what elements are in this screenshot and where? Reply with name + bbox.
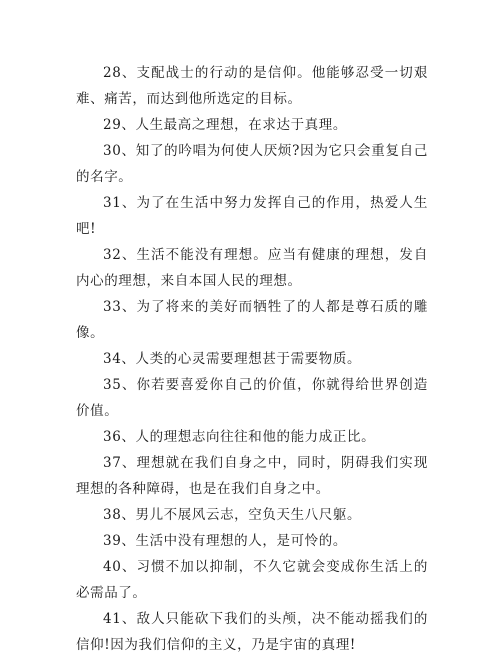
- quote-item-39: 39、生活中没有理想的人，是可怜的。: [103, 533, 347, 549]
- quote-item-33: 33、为了将来的美好而牺牲了的人都是尊石质的雕像。: [76, 299, 428, 341]
- quote-item-32: 32、生活不能没有理想。应当有健康的理想，发自内心的理想，来自本国人民的理想。: [76, 247, 428, 289]
- quote-item-34: 34、人类的心灵需要理想甚于需要物质。: [103, 351, 362, 367]
- quote-item-28: 28、支配战士的行动的是信仰。他能够忍受一切艰难、痛苦，而达到他所选定的目标。: [76, 65, 428, 107]
- quote-list: [76, 60, 428, 658]
- quote-item-38: 38、男儿不展风云志，空负天生八尺躯。: [103, 507, 362, 523]
- quote-item-31: 31、为了在生活中努力发挥自己的作用，热爱人生吧!: [76, 195, 428, 237]
- quote-item-35: 35、你若要喜爱你自己的价值，你就得给世界创造价值。: [76, 377, 428, 419]
- quote-item-37: 37、理想就在我们自身之中，同时，阴碍我们实现理想的各种障碍，也是在我们自身之中。: [76, 455, 428, 497]
- quote-item-36: 36、人的理想志向往往和他的能力成正比。: [103, 429, 376, 445]
- quote-item-41: 41、敌人只能砍下我们的头颅，决不能动摇我们的信仰!因为我们信仰的主义，乃是宇宙的真理!: [76, 611, 428, 653]
- quote-item-29: 29、人生最高之理想，在求达于真理。: [103, 117, 347, 133]
- quote-item-40: 40、习惯不加以抑制，不久它就会变成你生活上的必需品了。: [76, 559, 428, 601]
- quote-item-30: 30、知了的吟唱为何使人厌烦?因为它只会重复自己的名字。: [76, 143, 428, 185]
